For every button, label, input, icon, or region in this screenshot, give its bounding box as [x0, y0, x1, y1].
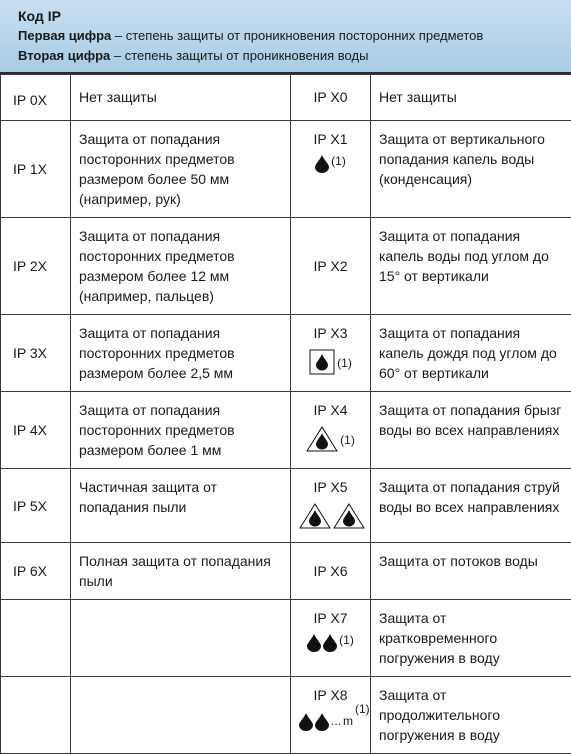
- first-digit-code: IP 5X: [1, 469, 71, 543]
- water-drop-icon: [315, 713, 329, 731]
- second-digit-description: Защита от попадания капель воды под углом до 15° от вертикали: [371, 218, 571, 315]
- second-digit-code: [291, 121, 371, 218]
- first-digit-description: Защита от попадания посторонних предметов размером более 12 мм (например, пальцев): [71, 218, 291, 315]
- second-digit-description: Защита от потоков воды: [371, 543, 571, 600]
- second-digit-text: – степень защиты от проникновения воды: [110, 48, 368, 63]
- second-digit-code: [291, 469, 371, 543]
- water-drop-icon: [323, 634, 337, 652]
- second-digit-code-text: IP X8: [299, 685, 362, 705]
- table-row: [1, 218, 571, 315]
- second-digit-description: Нет защиты: [371, 75, 571, 121]
- second-digit-code: [291, 315, 371, 392]
- table-row: [1, 677, 571, 754]
- second-digit-code-text: IP X5: [299, 477, 362, 497]
- first-digit-text: – степень защиты от проникновения посторонних предметов: [111, 28, 483, 43]
- table-row: [1, 392, 571, 469]
- second-digit-code: [291, 677, 371, 754]
- first-digit-line: [18, 26, 571, 46]
- first-digit-description: Защита от попадания посторонних предметов размером более 2,5 мм: [71, 315, 291, 392]
- first-digit-description: [71, 677, 291, 754]
- first-digit-description: [71, 600, 291, 677]
- second-digit-code-text: IP X4: [299, 400, 362, 420]
- footnote-mark: (1): [337, 357, 352, 369]
- depth-unit: m: [343, 711, 353, 731]
- table-row: [1, 315, 571, 392]
- second-digit-code: [291, 75, 371, 121]
- ip-codes-table: [0, 74, 571, 754]
- first-digit-code: IP 3X: [1, 315, 71, 392]
- footnote-mark: (1): [331, 155, 346, 167]
- ipx5-symbol: [299, 503, 365, 529]
- table-row: [1, 543, 571, 600]
- ipx7-symbol: [307, 634, 354, 652]
- footnote-mark: (1): [355, 699, 370, 719]
- drop-in-triangle-icon: [306, 426, 338, 452]
- first-digit-code: IP 0X: [1, 75, 71, 121]
- water-drop-icon: [299, 713, 313, 731]
- ipx3-symbol: [309, 349, 352, 375]
- first-digit-code: IP 1X: [1, 121, 71, 218]
- first-digit-code: [1, 677, 71, 754]
- first-digit-description: Частичная защита от попадания пыли: [71, 469, 291, 543]
- first-digit-description: Защита от попадания посторонних предметов размером более 1 мм: [71, 392, 291, 469]
- second-digit-code-text: IP X3: [299, 323, 362, 343]
- first-digit-description: Полная защита от попадания пыли: [71, 543, 291, 600]
- second-digit-description: Защита от попадания брызг воды во всех направлениях: [371, 392, 571, 469]
- ipx4-symbol: [306, 426, 355, 452]
- second-digit-code: [291, 543, 371, 600]
- table-header: [0, 0, 571, 74]
- footnote-mark: (1): [340, 434, 355, 446]
- first-digit-label: Первая цифра: [18, 28, 111, 43]
- first-digit-code: IP 6X: [1, 543, 71, 600]
- table-row: [1, 121, 571, 218]
- second-digit-code: [291, 600, 371, 677]
- table-row: [1, 75, 571, 121]
- depth-dots: ...: [331, 711, 341, 731]
- drop-in-triangle-icon: [333, 503, 365, 529]
- second-digit-description: Защита от попадания струй воды во всех направлениях: [371, 469, 571, 543]
- ipx8-symbol: [299, 711, 370, 731]
- second-digit-code-text: IP X2: [314, 258, 348, 274]
- second-digit-code-text: IP X1: [299, 129, 362, 149]
- first-digit-description: Нет защиты: [71, 75, 291, 121]
- second-digit-description: Защита от попадания капель дождя под углом до 60° от вертикали: [371, 315, 571, 392]
- first-digit-description: Защита от попадания посторонних предметов размером более 50 мм (например, рук): [71, 121, 291, 218]
- first-digit-code: IP 4X: [1, 392, 71, 469]
- drop-in-triangle-icon: [299, 503, 331, 529]
- second-digit-line: [18, 46, 571, 66]
- drop-in-square-icon: [309, 349, 335, 375]
- water-drop-icon: [315, 155, 329, 173]
- second-digit-code-text: IP X0: [314, 89, 348, 105]
- second-digit-code: [291, 218, 371, 315]
- footnote-mark: (1): [339, 634, 354, 646]
- ipx1-symbol: [315, 155, 346, 173]
- water-drop-icon: [307, 634, 321, 652]
- second-digit-label: Вторая цифра: [18, 48, 110, 63]
- table-row: [1, 469, 571, 543]
- first-digit-code: IP 2X: [1, 218, 71, 315]
- table-row: [1, 600, 571, 677]
- second-digit-description: Защита от продолжительного погружения в воду: [371, 677, 571, 754]
- second-digit-code: [291, 392, 371, 469]
- second-digit-description: Защита от кратковременного погружения в воду: [371, 600, 571, 677]
- header-title: Код IP: [18, 6, 571, 26]
- second-digit-code-text: IP X6: [314, 563, 348, 579]
- first-digit-code: [1, 600, 71, 677]
- second-digit-code-text: IP X7: [299, 608, 362, 628]
- second-digit-description: Защита от вертикального попадания капель воды (конденсация): [371, 121, 571, 218]
